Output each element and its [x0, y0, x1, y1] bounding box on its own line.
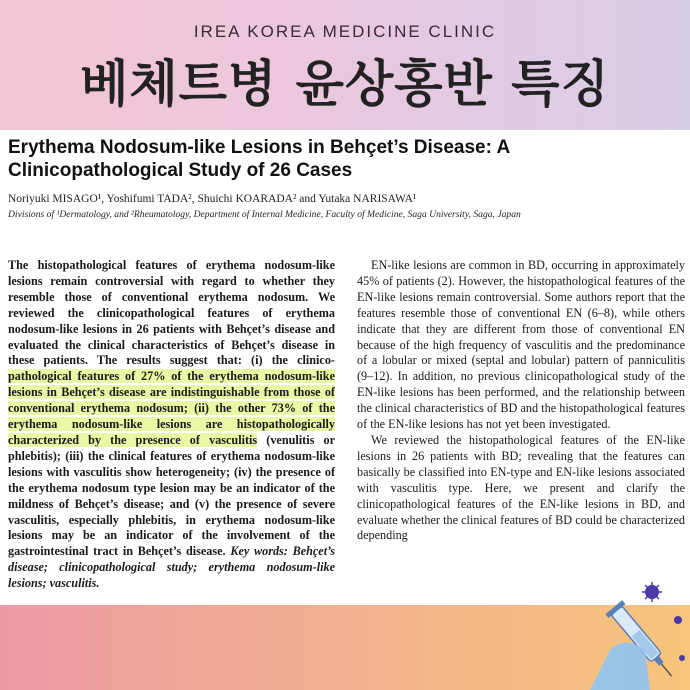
body-paragraph-1: EN-like lesions are common in BD, occurring in approximately 45% of patients (2). However, the histopathological features of the EN-like lesions remain controversial. Some authors report that the features resemble those of conventional EN (6–8), while others indicate that they are different from those of conventional EN because of the high frequency of vasculitis and the predominance of a lobular or mixed (septal and lobular) pattern of panniculitis (9–12). In addition, no previous clinicopathological study of the EN-like lesions has been performed, and the relationship between the clinical characteristics of BD and the histopathological features of the EN-like lesions has not yet been investigated.: [357, 258, 685, 432]
paper-title: Erythema Nodosum-like Lesions in Behçet’s Disease: A Clinicopathological Study of 26 Cases: [8, 137, 510, 181]
abstract-part1: The histopathological features of erythema nodosum-like lesions remain controversial with regard to whether they resemble those of conventional erythema nodosum. We reviewed the clinicopathological features of erythema nodosum-like lesions in 26 patients with Behçet’s disease and evaluated the clinical characteristics of Behçet’s disease in these patients. The results suggest that: (i) the clinico-: [8, 258, 335, 368]
body-paragraph-2: We reviewed the histopathological features of the EN-like lesions in 26 patients with BD; revealing that the features can basically be classified into EN-type and EN-like lesions associated with vasculitis type. Here, we present and clarify the clinicopathological features of the EN-like lesions in BD, and evaluate whether the clinical features of BD could be characterized depending: [357, 432, 685, 543]
syringe-icon: [590, 580, 690, 690]
virus-icon: [642, 582, 662, 602]
abstract-column: [8, 258, 335, 592]
clinic-name: IREA KOREA MEDICINE CLINIC: [193, 22, 497, 41]
abstract-highlight: pathological features of 27% of the erythema nodosum-like lesions in Behçet’s disease are indistinguishable from those of conventional erythema nodosum; (ii) the other 73% of the erythema nodosum-like lesions are histopathologically characterized by the presence of vasculitis: [8, 369, 335, 447]
paper-affiliation: Divisions of ¹Dermatology, and ²Rheumatology, Department of Internal Medicine, Faculty of Medicine, Saga University, Saga, Japan: [8, 209, 521, 220]
abstract-part2: (venulitis or phlebitis); (iii) the clinical features of erythema nodosum-like lesions with vasculitis show heterogeneity; (iv) the presence of the erythema nodosum type lesion may be an indicator of the mildness of Behçet’s disease; and (v) the presence of severe vasculitis, especially phlebitis, in erythema nodosum-like lesions may be an indicator of the involvement of the gastrointestinal tract in Behçet’s disease.: [8, 432, 335, 559]
body-column: [357, 258, 685, 544]
abstract-keywords: Key words: Behçet’s disease; clinicopathological study; erythema nodosum-like lesions; vasculitis.: [8, 544, 335, 591]
abstract-text: [8, 258, 335, 592]
paper-excerpt: [0, 130, 690, 605]
header-banner: [0, 0, 690, 130]
footer-band: [0, 605, 690, 690]
headline: 베체트병 윤상홍반 특징: [80, 55, 610, 113]
paper-authors: Noriyuki MISAGO¹, Yoshifumi TADA², Shuichi KOARADA² and Yutaka NARISAWA¹: [8, 193, 417, 205]
